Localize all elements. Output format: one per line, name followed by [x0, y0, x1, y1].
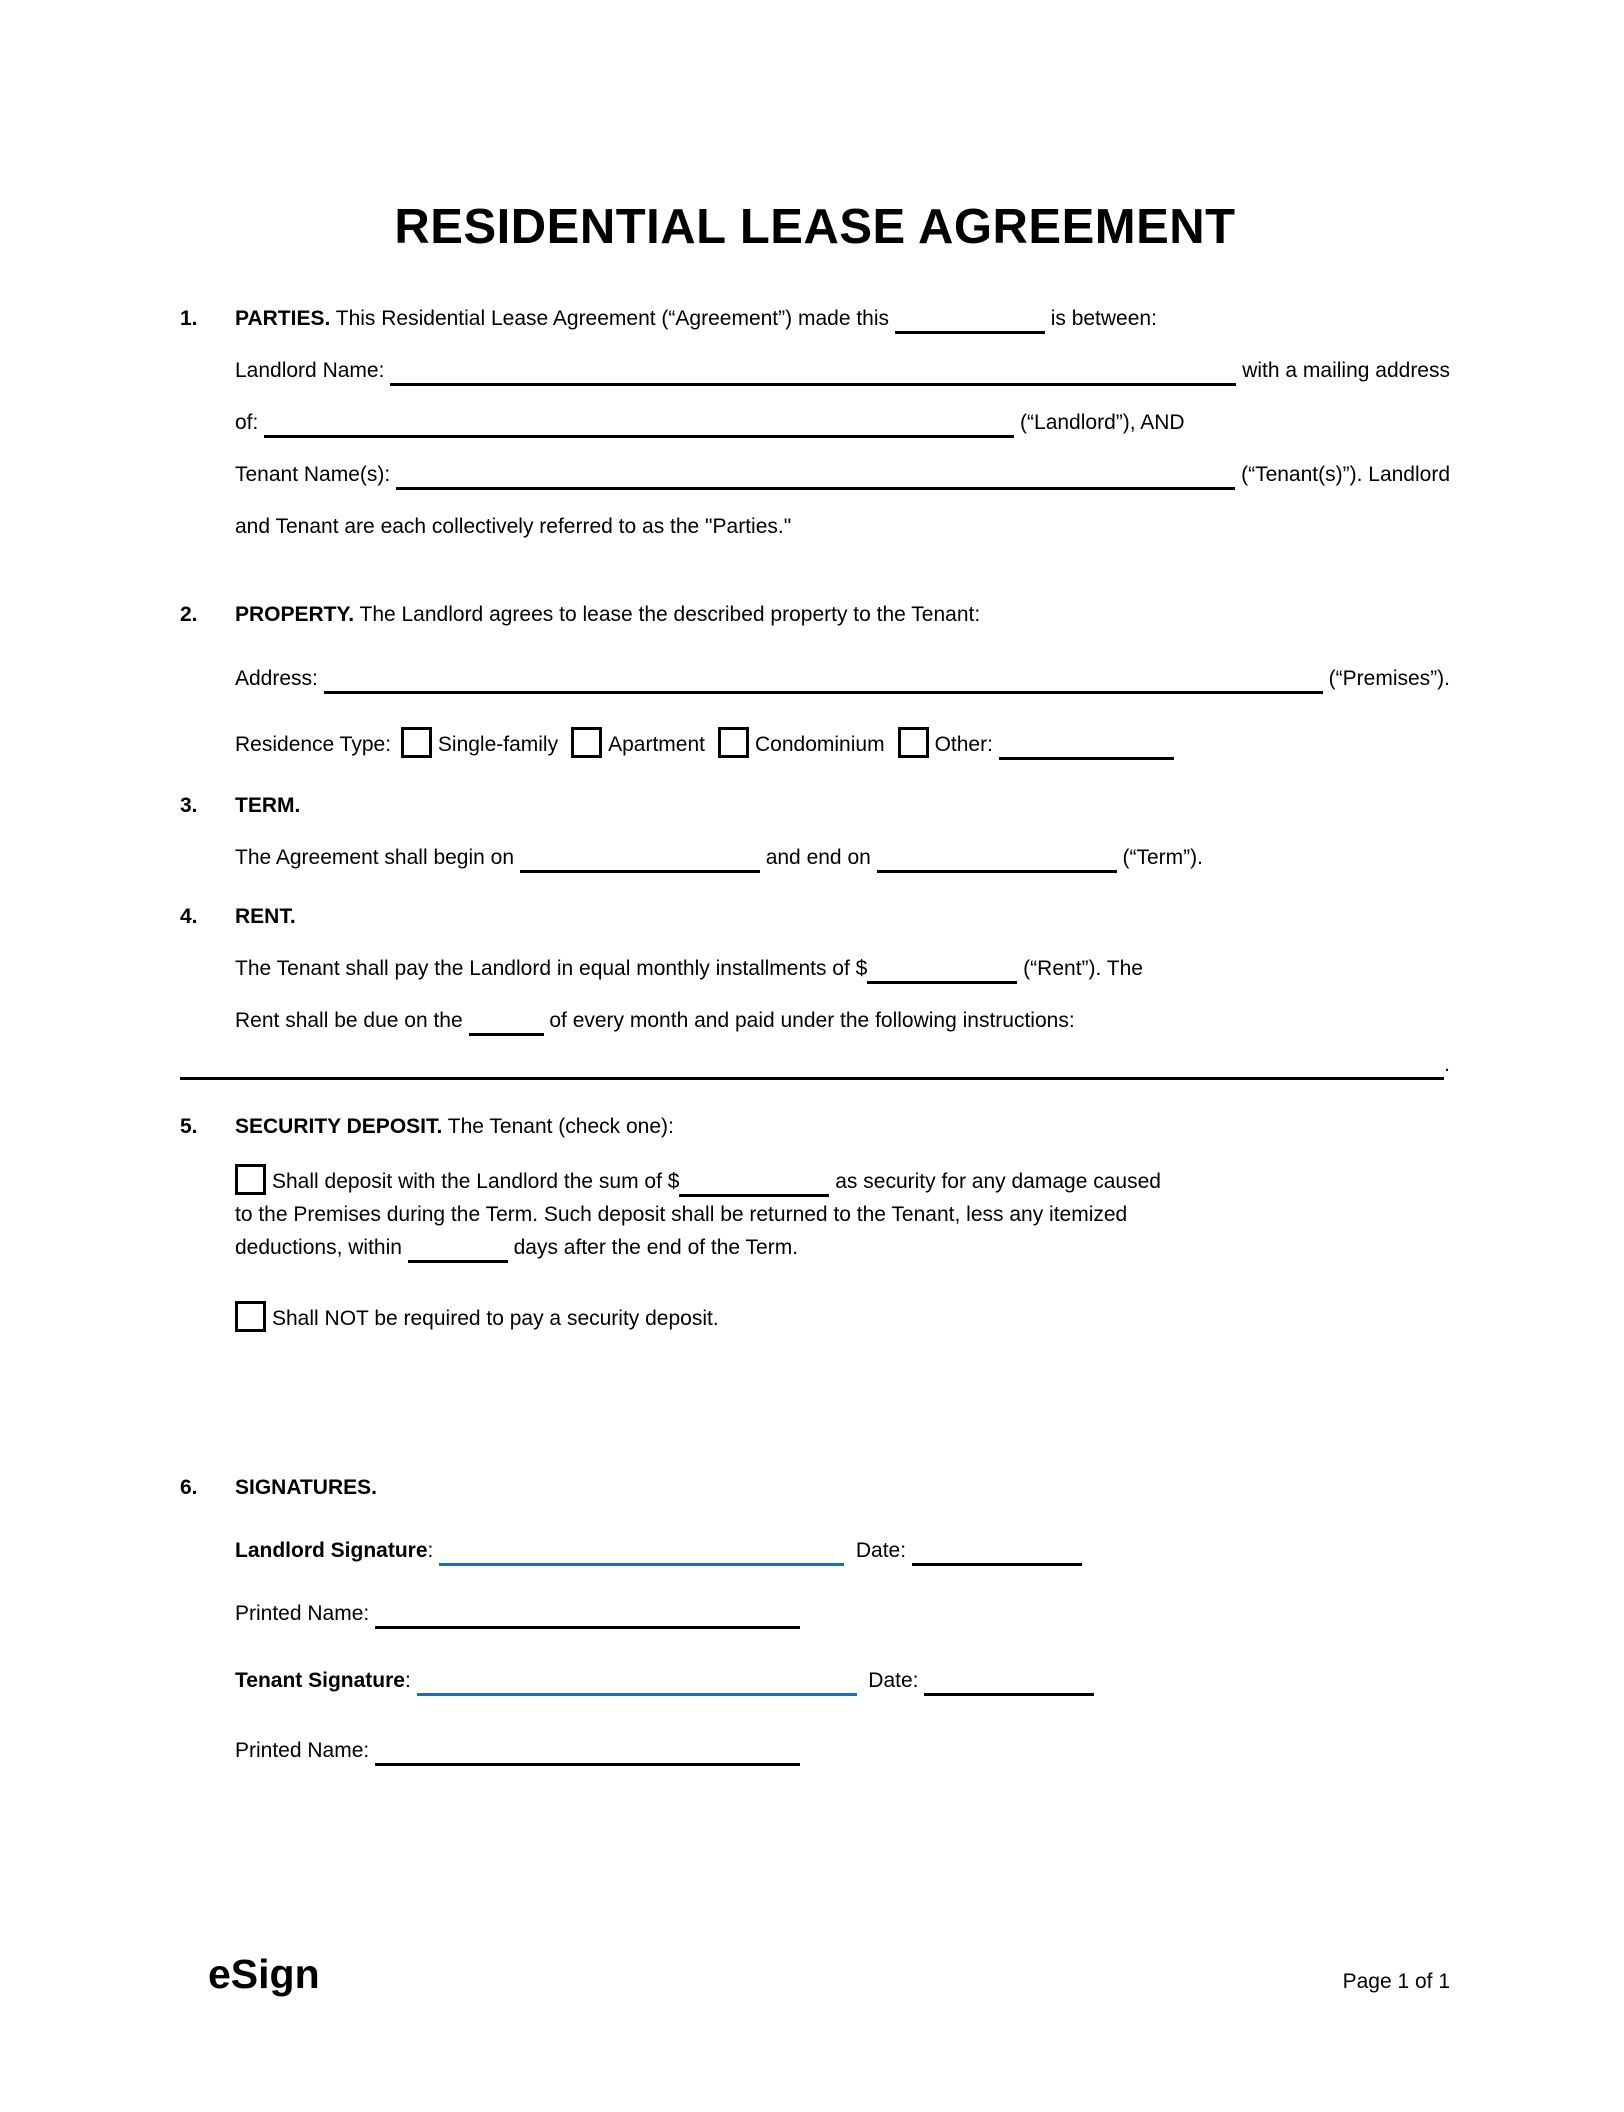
page-footer [180, 1951, 1450, 1998]
residence-other-label: Other: [934, 733, 999, 756]
section-parties [180, 293, 1450, 553]
section-security-deposit [180, 1101, 1450, 1335]
residence-option-label: Condominium [755, 733, 885, 756]
parties-intro-line [235, 293, 1450, 345]
deposit-days-pre: deductions, within [235, 1236, 408, 1259]
property-address-line [235, 653, 1450, 705]
deposit-opt1-pre: Shall deposit with the Landlord the sum of $ [272, 1170, 680, 1193]
residence-type-line [235, 719, 1450, 771]
landlord-address-post: (“Landlord”), AND [1014, 411, 1185, 434]
section-name: SIGNATURES. [235, 1476, 377, 1499]
tenant-name-line [235, 449, 1450, 501]
tenant-printed-name-line [235, 1725, 1450, 1777]
page-title: RESIDENTIAL LEASE AGREEMENT [394, 200, 1236, 254]
deposit-opt1-post: as security for any damage caused [829, 1170, 1161, 1193]
label-colon: : [404, 1669, 417, 1692]
rent-heading-line [235, 891, 1450, 943]
section-signatures [180, 1462, 1450, 1777]
tenant-name-label: Tenant Name(s): [235, 463, 397, 486]
parties-closing-line: and Tenant are each collectively referred to as the "Parties." [235, 515, 792, 538]
landlord-printed-name-line [235, 1588, 1450, 1640]
section-number: 2. [180, 603, 198, 626]
residence-single-family-checkbox[interactable] [401, 727, 432, 758]
tenant-printed-name-blank [375, 1739, 800, 1766]
property-heading-line [235, 589, 1450, 641]
landlord-signature-line [235, 1525, 1450, 1577]
label-colon: : [427, 1539, 440, 1562]
security-heading-line [235, 1101, 1450, 1153]
section-name: PARTIES. [235, 307, 331, 330]
rent-l1-post: (“Rent”). The [1017, 957, 1143, 980]
tenant-name-blank [396, 463, 1235, 490]
rent-instructions-blank [180, 1053, 1444, 1080]
deposit-required-checkbox[interactable] [235, 1164, 266, 1195]
property-heading-rest: The Landlord agrees to lease the described property to the Tenant: [354, 603, 981, 626]
date-label: Date: [856, 1669, 925, 1692]
term-start-blank [520, 846, 760, 873]
term-pre: The Agreement shall begin on [235, 846, 520, 869]
tenant-date-blank [924, 1669, 1094, 1696]
landlord-date-blank [912, 1539, 1082, 1566]
term-dates-line [235, 832, 1450, 884]
residence-option-label: Apartment [608, 733, 705, 756]
residence-condominium-checkbox[interactable] [718, 727, 749, 758]
landlord-name-line [235, 345, 1450, 397]
esign-logo: eSign [208, 1951, 320, 1997]
rent-due-day-blank [469, 1009, 544, 1036]
tenant-signature-label: Tenant Signature [235, 1669, 405, 1692]
landlord-name-blank [390, 359, 1236, 386]
landlord-address-line [235, 397, 1450, 449]
parties-intro-pre: This Residential Lease Agreement (“Agreement”) made this [330, 307, 895, 330]
landlord-signature-label: Landlord Signature [235, 1539, 428, 1562]
deposit-not-required-checkbox[interactable] [235, 1301, 266, 1332]
deposit-days-blank [408, 1236, 508, 1263]
section-number: 1. [180, 307, 198, 330]
address-blank [324, 667, 1323, 694]
residence-apartment-checkbox[interactable] [571, 727, 602, 758]
landlord-signature-field[interactable] [439, 1539, 844, 1566]
section-number: 3. [180, 794, 198, 817]
section-name: TERM. [235, 794, 301, 817]
deposit-days-post: days after the end of the Term. [507, 1236, 799, 1259]
security-heading-rest: The Tenant (check one): [442, 1115, 674, 1138]
deposit-amount-blank [679, 1170, 829, 1197]
address-post: (“Premises”). [1322, 667, 1450, 690]
residence-type-label: Residence Type: [235, 733, 397, 756]
section-number: 5. [180, 1115, 198, 1138]
section-number: 4. [180, 905, 198, 928]
date-label: Date: [844, 1539, 912, 1562]
deposit-option-line-3 [235, 1231, 1450, 1264]
rent-amount-blank [867, 957, 1017, 984]
section-term [180, 780, 1450, 884]
section-name: PROPERTY. [235, 603, 355, 626]
term-post: (“Term”). [1116, 846, 1203, 869]
section-name: SECURITY DEPOSIT. [235, 1115, 443, 1138]
rent-amount-line [235, 943, 1450, 995]
term-heading-line [235, 780, 1450, 832]
landlord-name-label: Landlord Name: [235, 359, 391, 382]
landlord-name-post: with a mailing address [1236, 359, 1450, 382]
section-property [180, 589, 1450, 771]
rent-l1-pre: The Tenant shall pay the Landlord in equal monthly installments of $ [235, 957, 868, 980]
parties-intro-post: is between: [1044, 307, 1157, 330]
rent-l2-pre: Rent shall be due on the [235, 1009, 469, 1032]
term-mid: and end on [759, 846, 877, 869]
residence-other-blank [999, 733, 1174, 760]
no-deposit-label: Shall NOT be required to pay a security deposit. [272, 1307, 719, 1330]
printed-name-label: Printed Name: [235, 1602, 376, 1625]
printed-name-label: Printed Name: [235, 1739, 376, 1762]
rent-l2-post: of every month and paid under the following instructions: [543, 1009, 1075, 1032]
landlord-address-blank [264, 411, 1014, 438]
residence-other-checkbox[interactable] [898, 727, 929, 758]
deposit-option-line-1 [235, 1164, 1450, 1198]
section-name: RENT. [235, 905, 296, 928]
deposit-option-line-2: to the Premises during the Term. Such deposit shall be returned to the Tenant, less any itemized [235, 1203, 1128, 1226]
agreement-date-blank [895, 307, 1045, 334]
section-number: 6. [180, 1476, 198, 1499]
tenant-name-post: (“Tenant(s)”). Landlord [1235, 463, 1450, 486]
residence-option-label: Single-family [437, 733, 559, 756]
landlord-printed-name-blank [375, 1602, 800, 1629]
section-rent [180, 891, 1450, 1091]
rent-instructions-period: . [1444, 1053, 1450, 1076]
tenant-signature-field[interactable] [417, 1669, 857, 1696]
no-deposit-option-line [235, 1301, 1450, 1335]
signatures-heading-line [235, 1462, 1450, 1514]
tenant-signature-line [235, 1655, 1450, 1707]
landlord-address-label: of: [235, 411, 265, 434]
address-label: Address: [235, 667, 324, 690]
page-number: Page 1 of 1 [1342, 1970, 1450, 1993]
term-end-blank [877, 846, 1117, 873]
